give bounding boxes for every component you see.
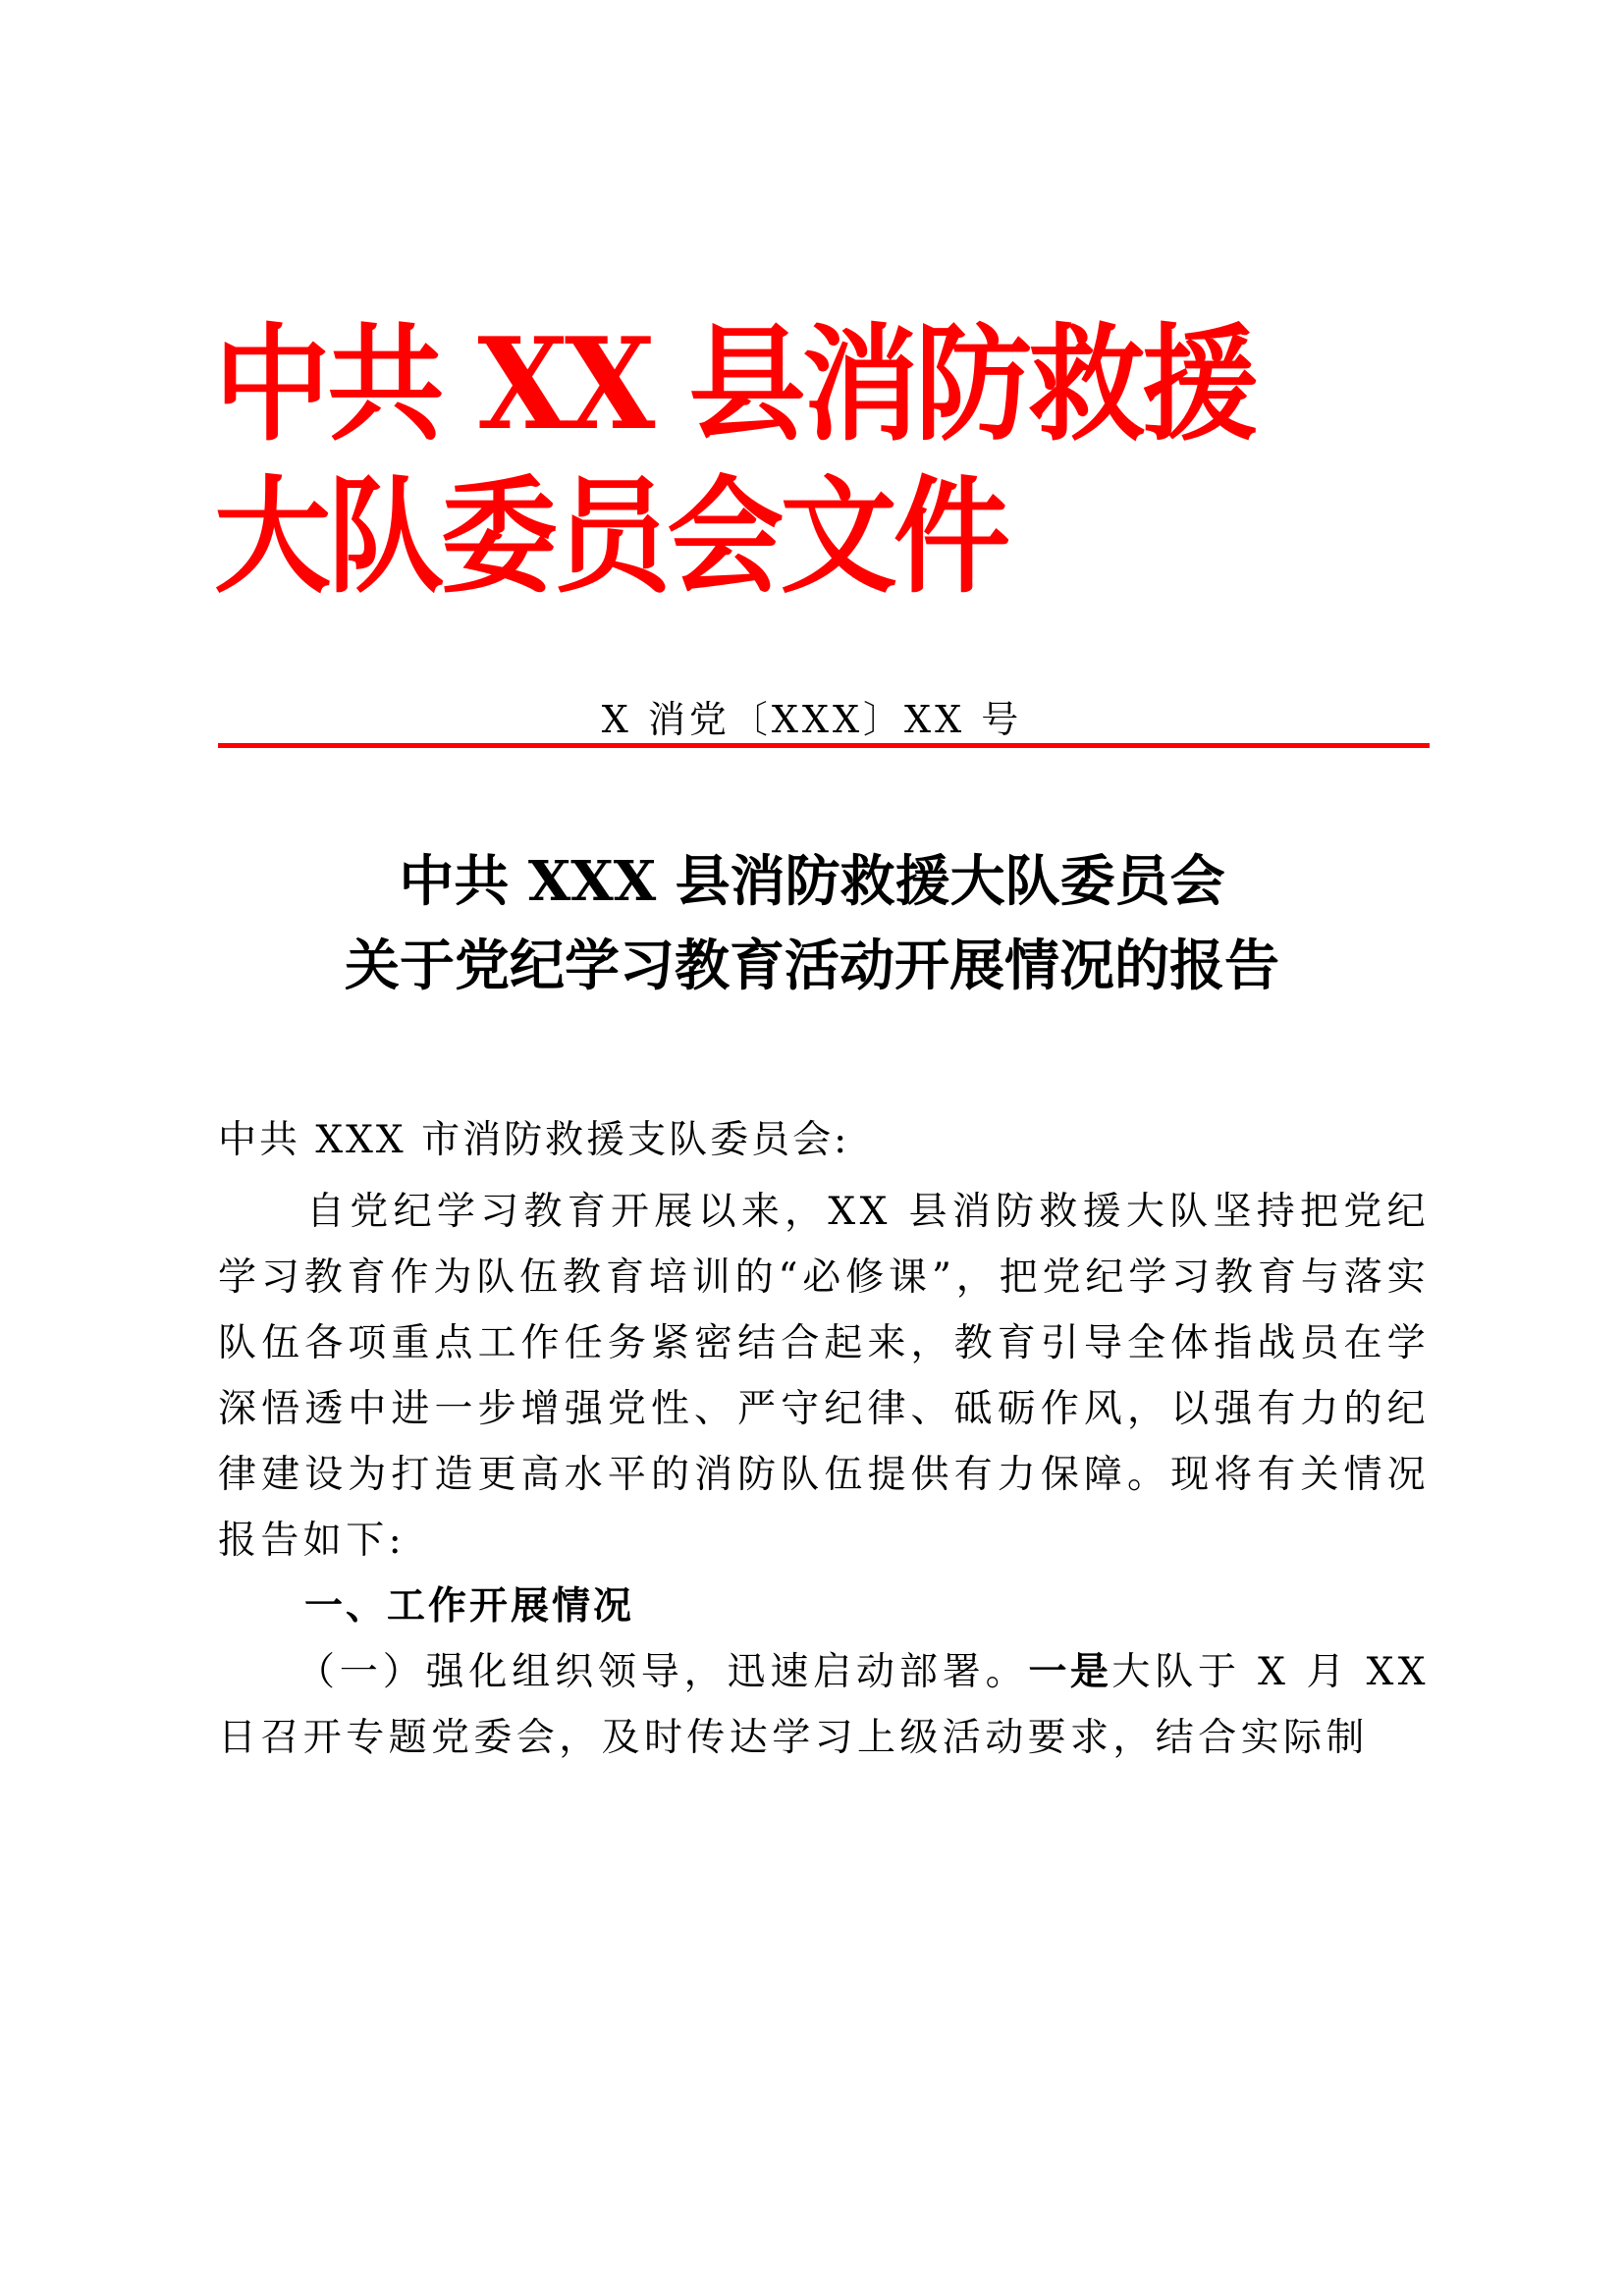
intro-paragraph: 自党纪学习教育开展以来，XX 县消防救援大队坚持把党纪学习教育作为队伍教育培训的“必修课”，把党纪学习教育与落实队伍各项重点工作任务紧密结合起来，教育引导全体指战员在学深悟透中进一步增强党性、严守纪律、砥砺作风，以强有力的纪律建设为打造更高水平的消防队伍提供有力保障。现将有关情况报告如下: [218, 1190, 1430, 1563]
subsection-lead-1: 一是 [1028, 1650, 1112, 1694]
report-title-line-2: 关于党纪学习教育活动开展情况的报告 [345, 934, 1279, 998]
salutation: 中共 XXX 市消防救援支队委员会: [218, 1118, 850, 1162]
document-number: X 消党〔XXX〕XX 号 [601, 698, 1023, 741]
subsection-text-1: 大队于 X 月 XX 日召开专题党委会，及时传达学习上级活动要求，结合实际制 [218, 1650, 1430, 1760]
subsection-heading-1: （一）强化组织领导，迅速启动部署。 [297, 1650, 1029, 1694]
report-body [218, 1107, 1430, 1771]
red-divider-line [218, 743, 1430, 748]
report-title-line-1: 中共 XXX 县消防救援大队委员会 [399, 849, 1225, 914]
section-heading-1: 一、工作开展情况 [304, 1584, 635, 1629]
red-header-title: 中共 XX 县消防救援大队委员会文件 [214, 311, 1255, 611]
subsection-paragraph-1 [218, 1639, 1430, 1771]
report-title [0, 839, 1624, 1008]
